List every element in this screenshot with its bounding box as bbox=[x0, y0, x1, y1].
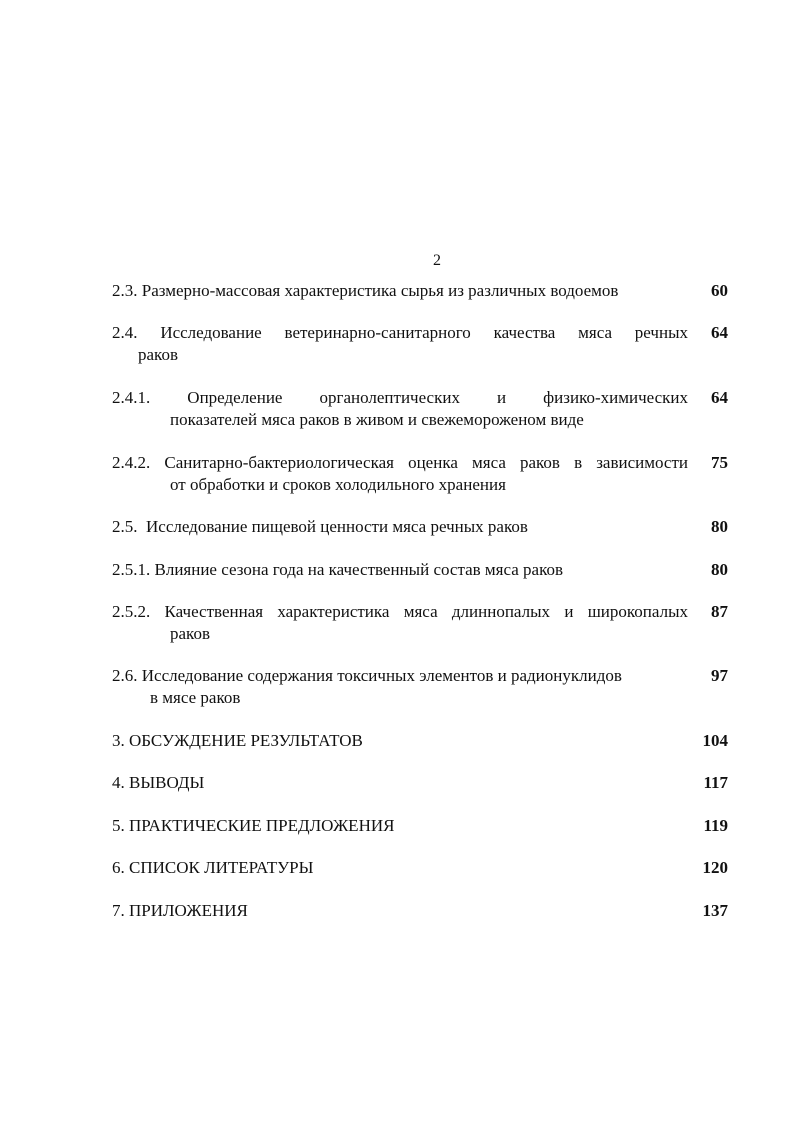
toc-entry-4[interactable] bbox=[112, 772, 732, 794]
toc-entry-5[interactable] bbox=[112, 815, 732, 837]
toc-entry-2-6[interactable] bbox=[112, 665, 732, 709]
toc-entry-number: 4. bbox=[112, 773, 125, 792]
toc-entry-continuation: раков bbox=[170, 624, 210, 643]
toc-entry-title bbox=[112, 280, 688, 302]
toc-entry-2-5-1[interactable] bbox=[112, 559, 732, 581]
toc-entry-title bbox=[112, 387, 688, 409]
toc-entry-page: 80 bbox=[711, 560, 728, 579]
toc-entry-text: Исследование ветеринарно-санитарного качества мяса речных bbox=[160, 323, 688, 342]
toc-entry-title bbox=[112, 772, 688, 794]
toc-entry-text: Исследование содержания токсичных элементов и радионуклидов bbox=[141, 666, 622, 685]
toc-entry-number: 6. bbox=[112, 858, 125, 877]
toc-entry-number: 5. bbox=[112, 816, 125, 835]
toc-entry-title bbox=[112, 601, 688, 623]
toc-entry-text: ОБСУЖДЕНИЕ РЕЗУЛЬТАТОВ bbox=[129, 731, 363, 750]
toc-entry-title bbox=[112, 900, 688, 922]
page-number: 2 bbox=[433, 252, 441, 269]
toc-entry-title bbox=[112, 322, 688, 344]
toc-entry-title bbox=[112, 815, 688, 837]
toc-entry-2-4[interactable] bbox=[112, 322, 732, 366]
toc-entry-number: 2.3. bbox=[112, 281, 138, 300]
toc-entry-text: Влияние сезона года на качественный состав мяса раков bbox=[154, 560, 564, 579]
toc-entry-page: 137 bbox=[702, 901, 728, 920]
toc-entry-continuation: показателей мяса раков в живом и свежемороженом виде bbox=[170, 410, 584, 429]
toc-entry-3[interactable] bbox=[112, 730, 732, 752]
toc-entry-2-5[interactable] bbox=[112, 516, 732, 538]
toc-entry-2-3[interactable] bbox=[112, 280, 732, 302]
toc-entry-page: 120 bbox=[702, 858, 728, 877]
toc-entry-page: 64 bbox=[711, 323, 728, 342]
toc-entry-text: Размерно-массовая характеристика сырья из различных водоемов bbox=[141, 281, 619, 300]
toc-entry-number: 2.5. bbox=[112, 517, 138, 536]
toc-entry-title bbox=[112, 559, 688, 581]
toc-entry-number: 2.4.1. bbox=[112, 388, 151, 407]
toc-entry-number: 7. bbox=[112, 901, 125, 920]
toc-entry-title bbox=[112, 452, 688, 474]
toc-entry-page: 117 bbox=[703, 773, 728, 792]
toc-entry-title bbox=[112, 730, 688, 752]
toc-entry-number: 2.4.2. bbox=[112, 453, 151, 472]
toc-entry-text: ПРИЛОЖЕНИЯ bbox=[129, 901, 248, 920]
toc-entry-number: 2.6. bbox=[112, 666, 138, 685]
toc-entry-page: 75 bbox=[711, 453, 728, 472]
toc-entry-text: ПРАКТИЧЕСКИЕ ПРЕДЛОЖЕНИЯ bbox=[129, 816, 395, 835]
toc-entry-text: Качественная характеристика мяса длиннопалых и широкопалых bbox=[164, 602, 688, 621]
toc-entry-title bbox=[112, 516, 688, 538]
toc-entry-page: 119 bbox=[703, 816, 728, 835]
toc-entry-page: 80 bbox=[711, 517, 728, 536]
toc-entry-number: 2.5.2. bbox=[112, 602, 151, 621]
toc-entry-page: 87 bbox=[711, 602, 728, 621]
toc-entry-page: 97 bbox=[711, 666, 728, 685]
toc-entry-text: Санитарно-бактериологическая оценка мяса раков в зависимости bbox=[164, 453, 688, 472]
toc-entry-page: 64 bbox=[711, 388, 728, 407]
toc-entry-6[interactable] bbox=[112, 857, 732, 879]
toc-entry-continuation: в мясе раков bbox=[150, 688, 241, 707]
toc-entry-2-4-2[interactable] bbox=[112, 452, 732, 496]
toc-entry-number: 3. bbox=[112, 731, 125, 750]
toc-entry-number: 2.5.1. bbox=[112, 560, 151, 579]
toc-entry-continuation: раков bbox=[138, 345, 178, 364]
toc-entry-continuation: от обработки и сроков холодильного хранения bbox=[170, 475, 506, 494]
toc-entry-page: 104 bbox=[702, 731, 728, 750]
toc-entry-7[interactable] bbox=[112, 900, 732, 922]
toc-entry-text: Исследование пищевой ценности мяса речных раков bbox=[146, 517, 528, 536]
toc-entry-text: СПИСОК ЛИТЕРАТУРЫ bbox=[129, 858, 314, 877]
toc-entry-title bbox=[112, 857, 688, 879]
toc-entry-title bbox=[112, 665, 688, 687]
toc-entry-2-4-1[interactable] bbox=[112, 387, 732, 431]
toc-entry-text: ВЫВОДЫ bbox=[129, 773, 205, 792]
toc-entry-text: Определение органолептических и физико-химических bbox=[187, 388, 688, 407]
toc-entry-page: 60 bbox=[711, 281, 728, 300]
toc-entry-number: 2.4. bbox=[112, 323, 138, 342]
toc-entry-2-5-2[interactable] bbox=[112, 601, 732, 645]
